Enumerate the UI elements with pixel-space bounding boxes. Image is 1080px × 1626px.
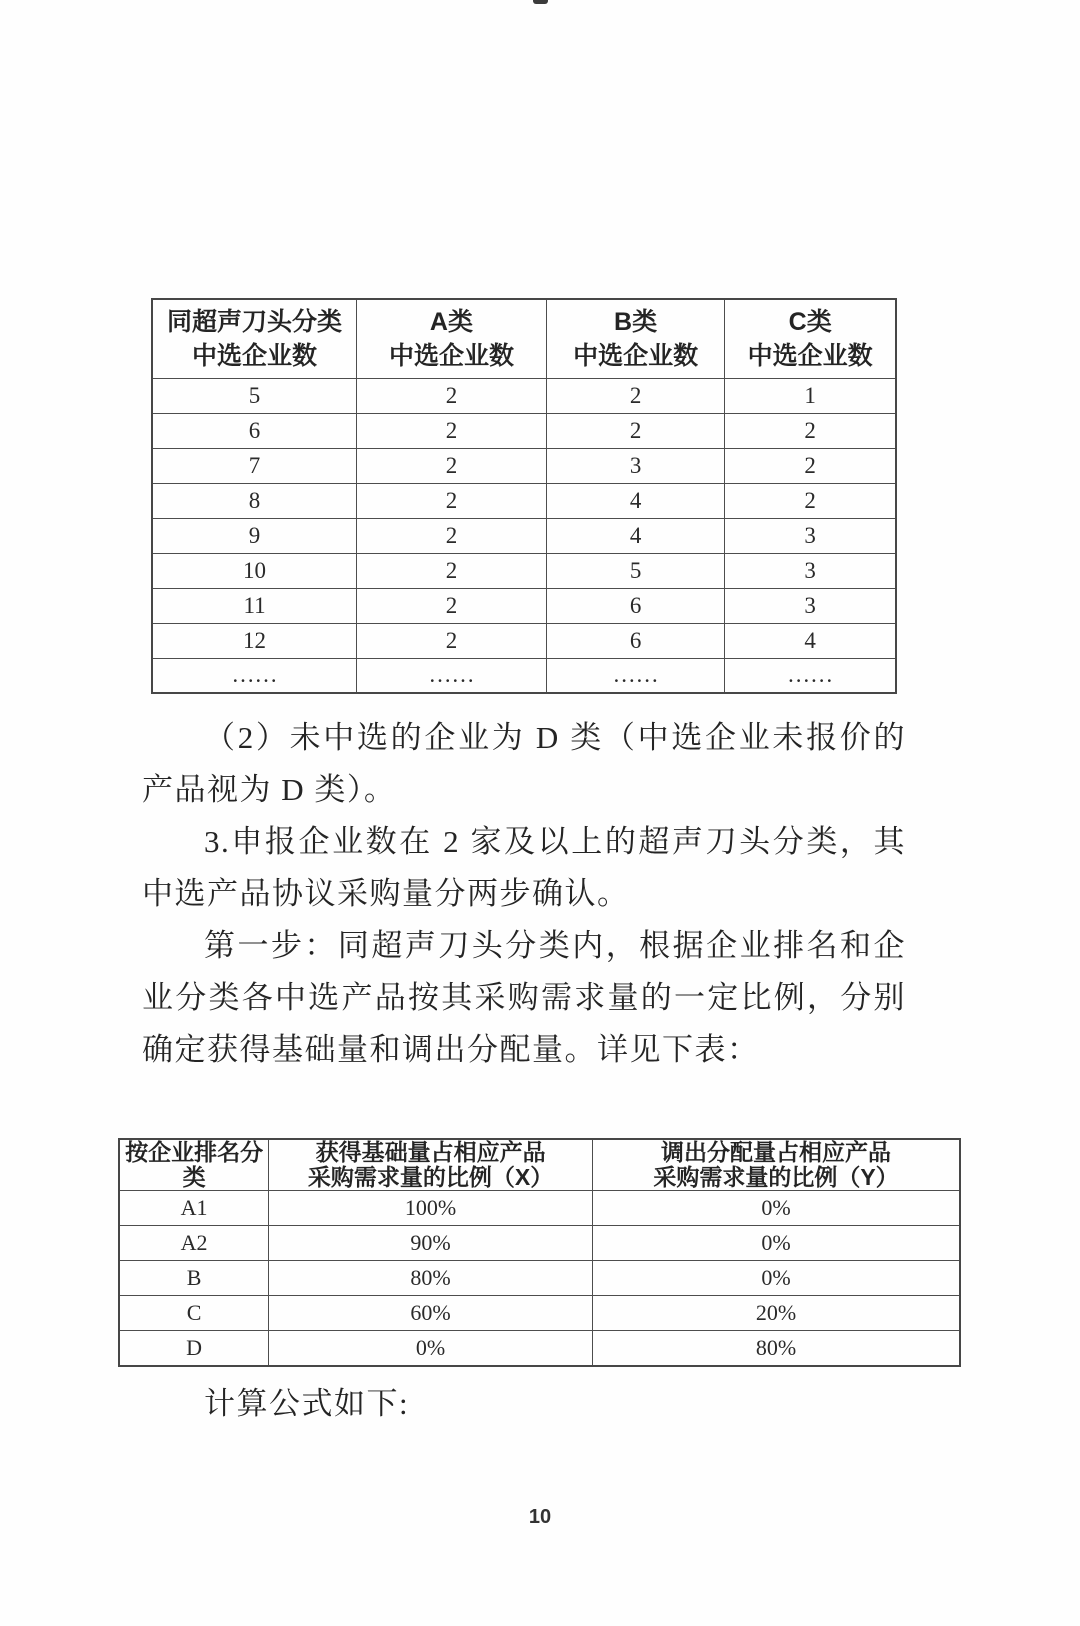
table-cell: 2 xyxy=(357,588,547,623)
table-cell: …… xyxy=(546,658,725,693)
table-row xyxy=(119,1261,960,1296)
table-cell: 4 xyxy=(546,518,725,553)
table-cell: 2 xyxy=(546,413,725,448)
header-line: 获得基础量占相应产品 xyxy=(315,1139,546,1165)
table-cell: 1 xyxy=(725,378,896,413)
paragraph-step-one: 第一步：同超声刀头分类内，根据企业排名和企业分类各中选产品按其采购需求量的一定比例，分别确定获得基础量和调出分配量。详见下表： xyxy=(142,928,906,1067)
table-row xyxy=(119,1226,960,1261)
header-cell xyxy=(119,1139,269,1191)
table-cell: 90% xyxy=(269,1226,593,1261)
table-cell: B xyxy=(119,1261,269,1296)
table-cell: 0% xyxy=(592,1261,960,1296)
table-cell: 2 xyxy=(357,483,547,518)
table-cell: 0% xyxy=(592,1191,960,1226)
paragraph-d-class: （2）未中选的企业为 D 类（中选企业未报价的产品视为 D 类）。 xyxy=(142,720,906,807)
table-cell: 12 xyxy=(152,623,357,658)
header-line: A类 xyxy=(429,307,473,336)
table-cell: 3 xyxy=(725,553,896,588)
header-line: 采购需求量的比例（Y） xyxy=(653,1164,899,1190)
header-line: 中选企业数 xyxy=(192,341,318,370)
table-cell: 6 xyxy=(546,588,725,623)
table-cell: D xyxy=(119,1331,269,1366)
table-cell: …… xyxy=(357,658,547,693)
table-cell: 9 xyxy=(152,518,357,553)
table-cell: 80% xyxy=(269,1261,593,1296)
body-text-block xyxy=(142,712,906,1076)
table-cell: A2 xyxy=(119,1226,269,1261)
table-cell: 4 xyxy=(725,623,896,658)
table-cell: C xyxy=(119,1296,269,1331)
table-cell: 5 xyxy=(152,378,357,413)
table-row xyxy=(152,483,896,518)
table-header-row xyxy=(119,1139,960,1191)
table-row xyxy=(152,518,896,553)
table-row xyxy=(119,1331,960,1366)
table-row xyxy=(152,623,896,658)
allocation-ratio-table xyxy=(118,1138,961,1367)
header-cell xyxy=(592,1139,960,1191)
table-cell: 6 xyxy=(152,413,357,448)
header-line: 中选企业数 xyxy=(388,341,514,370)
table-cell: 5 xyxy=(546,553,725,588)
table-row xyxy=(119,1191,960,1226)
table-header-row xyxy=(152,299,896,378)
header-cell xyxy=(269,1139,593,1191)
header-line: 调出分配量占相应产品 xyxy=(660,1139,891,1165)
table-cell: 2 xyxy=(357,553,547,588)
table-row xyxy=(152,553,896,588)
table-cell: A1 xyxy=(119,1191,269,1226)
table-cell: 2 xyxy=(357,413,547,448)
table-cell: 0% xyxy=(592,1226,960,1261)
header-cell xyxy=(546,299,725,378)
paragraph-formula-intro: 计算公式如下: xyxy=(204,1386,410,1421)
table-cell: 2 xyxy=(725,448,896,483)
table-row xyxy=(119,1296,960,1331)
table-cell: 7 xyxy=(152,448,357,483)
table-row xyxy=(152,378,896,413)
header-line: 中选企业数 xyxy=(747,341,873,370)
table-cell: 3 xyxy=(546,448,725,483)
table-row xyxy=(152,413,896,448)
header-cell xyxy=(357,299,547,378)
table-cell: 11 xyxy=(152,588,357,623)
enterprise-count-table xyxy=(151,298,897,694)
table-cell: 100% xyxy=(269,1191,593,1226)
table-cell: …… xyxy=(152,658,357,693)
table-cell: 3 xyxy=(725,518,896,553)
header-cell xyxy=(152,299,357,378)
paragraph-two-step: 3.申报企业数在 2 家及以上的超声刀头分类，其中选产品协议采购量分两步确认。 xyxy=(142,824,906,911)
header-line: 同超声刀头分类 xyxy=(167,307,343,336)
page-top-artifact xyxy=(533,0,548,4)
table-cell: 0% xyxy=(269,1331,593,1366)
table-row xyxy=(152,658,896,693)
table-cell: 2 xyxy=(357,378,547,413)
table-cell: 2 xyxy=(357,518,547,553)
table-cell: 2 xyxy=(546,378,725,413)
table-cell: 10 xyxy=(152,553,357,588)
table-cell: 60% xyxy=(269,1296,593,1331)
table-cell: 80% xyxy=(592,1331,960,1366)
header-line: C类 xyxy=(788,307,832,336)
header-line: 采购需求量的比例（X） xyxy=(307,1164,554,1190)
table-cell: 2 xyxy=(725,483,896,518)
header-line: B类 xyxy=(614,307,658,336)
table-cell: 2 xyxy=(357,623,547,658)
table-cell: 20% xyxy=(592,1296,960,1331)
header-line: 按企业排名分类 xyxy=(125,1139,264,1190)
table-cell: …… xyxy=(725,658,896,693)
header-line: 中选企业数 xyxy=(573,341,699,370)
table-cell: 8 xyxy=(152,483,357,518)
header-cell xyxy=(725,299,896,378)
table-cell: 6 xyxy=(546,623,725,658)
table-cell: 4 xyxy=(546,483,725,518)
page-number: 10 xyxy=(528,1506,552,1528)
table-row xyxy=(152,448,896,483)
table-cell: 3 xyxy=(725,588,896,623)
table-cell: 2 xyxy=(357,448,547,483)
table-row xyxy=(152,588,896,623)
table-cell: 2 xyxy=(725,413,896,448)
